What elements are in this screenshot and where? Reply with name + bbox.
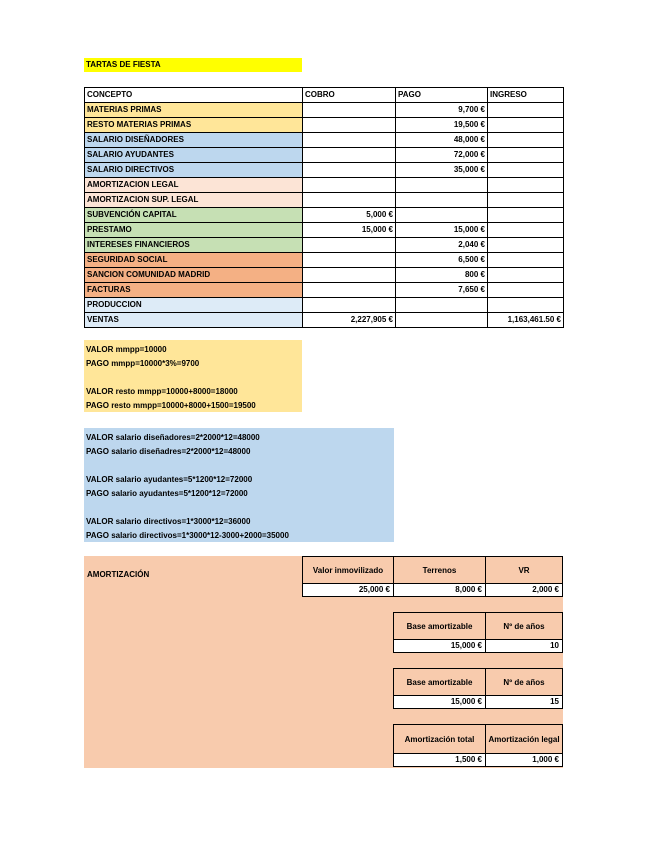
concepto-cell[interactable]: MATERIAS PRIMAS	[85, 103, 303, 118]
terrenos-header[interactable]: Terrenos	[393, 556, 486, 584]
cobro-cell[interactable]	[303, 298, 396, 313]
note-line: VALOR salario directivos=1*3000*12=36000	[86, 517, 251, 526]
cobro-cell[interactable]	[303, 253, 396, 268]
table-row	[85, 298, 564, 313]
base-amortizable-header[interactable]: Base amortizable	[393, 612, 486, 640]
note-line: VALOR salario ayudantes=5*1200*12=72000	[86, 475, 253, 484]
ingreso-cell[interactable]	[488, 298, 564, 313]
table-row	[85, 193, 564, 208]
cobro-cell[interactable]: 2,227,905 €	[303, 313, 396, 328]
anios-value[interactable]: 10	[485, 639, 563, 653]
note-line: PAGO resto mmpp=10000+8000+1500=19500	[86, 401, 256, 410]
pago-cell[interactable]: 19,500 €	[396, 118, 488, 133]
table-row	[85, 238, 564, 253]
pago-cell[interactable]: 6,500 €	[396, 253, 488, 268]
pago-cell[interactable]	[396, 298, 488, 313]
pago-cell[interactable]: 72,000 €	[396, 148, 488, 163]
header-concepto[interactable]: CONCEPTO	[85, 88, 303, 103]
pago-cell[interactable]: 9,700 €	[396, 103, 488, 118]
note-line: VALOR resto mmpp=10000+8000=18000	[86, 387, 238, 396]
cobro-cell[interactable]	[303, 148, 396, 163]
table-row	[85, 133, 564, 148]
header-pago[interactable]: PAGO	[396, 88, 488, 103]
concepto-cell[interactable]: PRODUCCION	[85, 298, 303, 313]
table-row	[85, 163, 564, 178]
cobro-cell[interactable]	[303, 238, 396, 253]
cobro-cell[interactable]	[303, 178, 396, 193]
cobro-cell[interactable]	[303, 193, 396, 208]
pago-cell[interactable]: 15,000 €	[396, 223, 488, 238]
sheet-title: TARTAS DE FIESTA	[84, 58, 302, 72]
amortizacion-total-value[interactable]: 1,500 €	[393, 753, 486, 767]
cobro-cell[interactable]	[303, 118, 396, 133]
table-row	[85, 178, 564, 193]
pago-cell[interactable]: 2,040 €	[396, 238, 488, 253]
ingreso-cell[interactable]	[488, 163, 564, 178]
ingreso-cell[interactable]	[488, 283, 564, 298]
amortizacion-label: AMORTIZACIÓN	[87, 570, 150, 579]
anios-header[interactable]: Nº de años	[485, 612, 563, 640]
concepto-cell[interactable]: SEGURIDAD SOCIAL	[85, 253, 303, 268]
table-header-row	[85, 88, 564, 103]
base-amortizable-value[interactable]: 15,000 €	[393, 695, 486, 709]
note-line: PAGO salario diseñadres=2*2000*12=48000	[86, 447, 251, 456]
cash-flow-table	[84, 87, 564, 328]
pago-cell[interactable]: 7,650 €	[396, 283, 488, 298]
ingreso-cell[interactable]	[488, 133, 564, 148]
concepto-cell[interactable]: INTERESES FINANCIEROS	[85, 238, 303, 253]
pago-cell[interactable]: 35,000 €	[396, 163, 488, 178]
pago-cell[interactable]	[396, 193, 488, 208]
ingreso-cell[interactable]	[488, 193, 564, 208]
cobro-cell[interactable]	[303, 268, 396, 283]
notes-materias-primas	[84, 340, 302, 412]
cobro-cell[interactable]: 15,000 €	[303, 223, 396, 238]
notes-salarios	[84, 428, 394, 542]
table-row	[85, 283, 564, 298]
table-row	[85, 223, 564, 238]
anios-value[interactable]: 15	[485, 695, 563, 709]
concepto-cell[interactable]: AMORTIZACION SUP. LEGAL	[85, 193, 303, 208]
concepto-cell[interactable]: SUBVENCIÓN CAPITAL	[85, 208, 303, 223]
terrenos-value[interactable]: 8,000 €	[393, 583, 486, 597]
pago-cell[interactable]	[396, 208, 488, 223]
cobro-cell[interactable]	[303, 163, 396, 178]
concepto-cell[interactable]: PRESTAMO	[85, 223, 303, 238]
pago-cell[interactable]: 800 €	[396, 268, 488, 283]
table-row	[85, 148, 564, 163]
ingreso-cell[interactable]	[488, 268, 564, 283]
base-amortizable-value[interactable]: 15,000 €	[393, 639, 486, 653]
note-line: PAGO mmpp=10000*3%=9700	[86, 359, 200, 368]
concepto-cell[interactable]: SANCION COMUNIDAD MADRID	[85, 268, 303, 283]
ingreso-cell[interactable]	[488, 178, 564, 193]
vr-header[interactable]: VR	[485, 556, 563, 584]
table-row	[85, 268, 564, 283]
concepto-cell[interactable]: FACTURAS	[85, 283, 303, 298]
pago-cell[interactable]	[396, 178, 488, 193]
ingreso-cell[interactable]	[488, 208, 564, 223]
header-cobro[interactable]: COBRO	[303, 88, 396, 103]
table-row	[85, 118, 564, 133]
cobro-cell[interactable]	[303, 133, 396, 148]
note-line: VALOR salario diseñadores=2*2000*12=48000	[86, 433, 260, 442]
concepto-cell[interactable]: SALARIO DIRECTIVOS	[85, 163, 303, 178]
cobro-cell[interactable]	[303, 283, 396, 298]
ingreso-cell[interactable]	[488, 253, 564, 268]
concepto-cell[interactable]: SALARIO DISEÑADORES	[85, 133, 303, 148]
note-line: VALOR mmpp=10000	[86, 345, 167, 354]
concepto-cell[interactable]: VENTAS	[85, 313, 303, 328]
concepto-cell[interactable]: AMORTIZACION LEGAL	[85, 178, 303, 193]
note-line: PAGO salario directivos=1*3000*12-3000+2000=35000	[86, 531, 289, 540]
valor-inmovilizado-header[interactable]: Valor inmovilizado	[302, 556, 394, 584]
pago-cell[interactable]: 48,000 €	[396, 133, 488, 148]
concepto-cell[interactable]: SALARIO AYUDANTES	[85, 148, 303, 163]
pago-cell[interactable]	[396, 313, 488, 328]
anios-header[interactable]: Nº de años	[485, 668, 563, 696]
ingreso-cell[interactable]	[488, 148, 564, 163]
cobro-cell[interactable]: 5,000 €	[303, 208, 396, 223]
base-amortizable-header[interactable]: Base amortizable	[393, 668, 486, 696]
amortizacion-legal-header[interactable]: Amortización legal	[485, 724, 563, 754]
ingreso-cell[interactable]	[488, 223, 564, 238]
ingreso-cell[interactable]	[488, 118, 564, 133]
ingreso-cell[interactable]: 1,163,461.50 €	[488, 313, 564, 328]
ingreso-cell[interactable]	[488, 103, 564, 118]
table-row	[85, 253, 564, 268]
vr-value[interactable]: 2,000 €	[485, 583, 563, 597]
ingreso-cell[interactable]	[488, 238, 564, 253]
note-line: PAGO salario ayudantes=5*1200*12=72000	[86, 489, 248, 498]
concepto-cell[interactable]: RESTO MATERIAS PRIMAS	[85, 118, 303, 133]
table-row	[85, 313, 564, 328]
amortizacion-legal-value[interactable]: 1,000 €	[485, 753, 563, 767]
table-row	[85, 208, 564, 223]
valor-inmovilizado-value[interactable]: 25,000 €	[302, 583, 394, 597]
amortizacion-total-header[interactable]: Amortización total	[393, 724, 486, 754]
table-row	[85, 103, 564, 118]
cobro-cell[interactable]	[303, 103, 396, 118]
header-ingreso[interactable]: INGRESO	[488, 88, 564, 103]
